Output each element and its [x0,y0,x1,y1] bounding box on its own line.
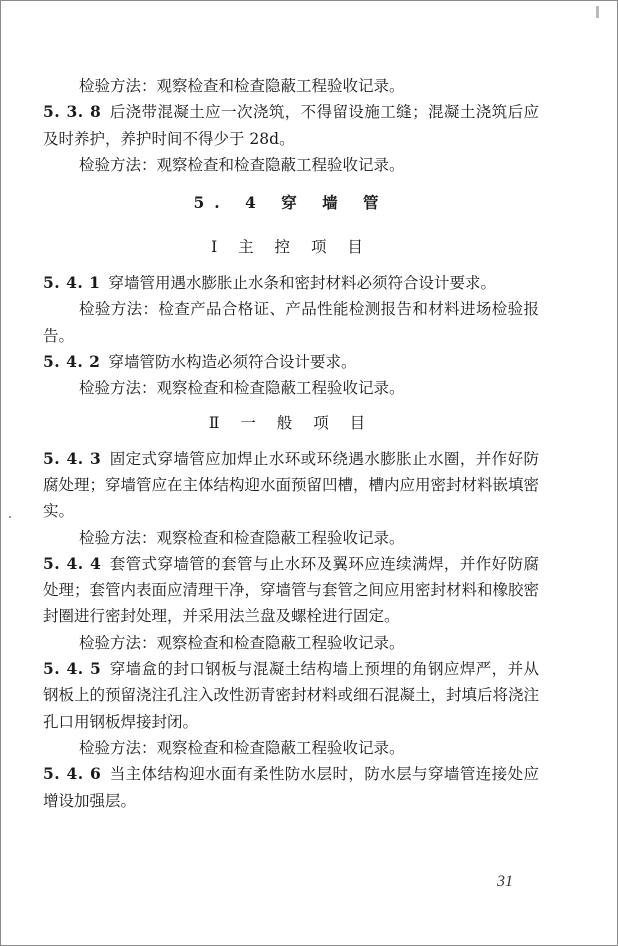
clause-number: 5. 4. 2 [43,352,101,372]
clause-number: 5. 4. 1 [43,273,101,293]
method-text: 检验方法：观察检查和检查隐蔽工程验收记录。 [79,155,405,174]
clause-number: 5. 3. 8 [43,102,102,122]
subsection-title: Ⅱ 一 般 项 目 [208,413,374,432]
method-text: 检验方法：观察检查和检查隐蔽工程验收记录。 [79,738,405,757]
clause-5-4-1 [43,270,539,296]
subsection-title: Ⅰ 主 控 项 目 [211,238,371,257]
clause-5-4-6 [43,761,539,814]
clause-number: 5. 4. 5 [43,659,102,679]
clause-number: 5. 4. 6 [43,764,102,784]
page-content [43,73,539,814]
scan-speck [9,516,11,518]
scan-speck [596,6,599,18]
clause-text: 穿墙盒的封口钢板与混凝土结构墙上预埋的角钢应焊严，并从钢板上的预留浇注孔注入改性沥青密封材料或细石混凝土，封填后将浇注孔口用钢板焊接封闭。 [43,660,540,731]
clause-number: 5. 4. 3 [43,448,102,468]
clause-5-4-2 [43,349,539,375]
clause-text: 穿墙管用遇水膨胀止水条和密封材料必须符合设计要求。 [108,274,496,293]
clause-5-4-4 [43,551,539,630]
clause-5-4-3 [43,446,539,525]
method-text: 检验方法：观察检查和检查隐蔽工程验收记录。 [79,379,405,398]
method-text: 检验方法：观察检查和检查隐蔽工程验收记录。 [79,528,405,547]
clause-text: 穿墙管防水构造必须符合设计要求。 [108,353,357,372]
clause-5-3-8 [43,99,539,152]
section-title: 5. 4 穿 墙 管 [193,193,389,213]
clause-text: 后浇带混凝土应一次浇筑，不得留设施工缝；混凝土浇筑后应及时养护，养护时间不得少于 28d。 [43,103,539,148]
clause-text: 当主体结构迎水面有柔性防水层时，防水层与穿墙管连接处应增设加强层。 [43,765,539,810]
page-number: 31 [497,873,513,890]
clause-number: 5. 4. 4 [43,553,102,573]
method-text: 检验方法：观察检查和检查隐蔽工程验收记录。 [79,77,405,95]
method-text: 检验方法：观察检查和检查隐蔽工程验收记录。 [79,633,405,652]
clause-5-4-5 [43,656,539,735]
clause-text: 套管式穿墙管的套管与止水环及翼环应连续满焊，并作好防腐处理；套管内表面应清理干净，穿墙管与套管之间应用密封材料和橡胶密封圈进行密封处理，并采用法兰盘及螺栓进行固定。 [43,554,540,626]
clause-text: 固定式穿墙管应加焊止水环或环绕遇水膨胀止水圈，并作好防腐处理；穿墙管应在主体结构迎水面预留凹槽，槽内应用密封材料嵌填密实。 [43,449,540,521]
method-text: 检验方法：检查产品合格证、产品性能检测报告和材料进场检验报告。 [43,300,539,345]
